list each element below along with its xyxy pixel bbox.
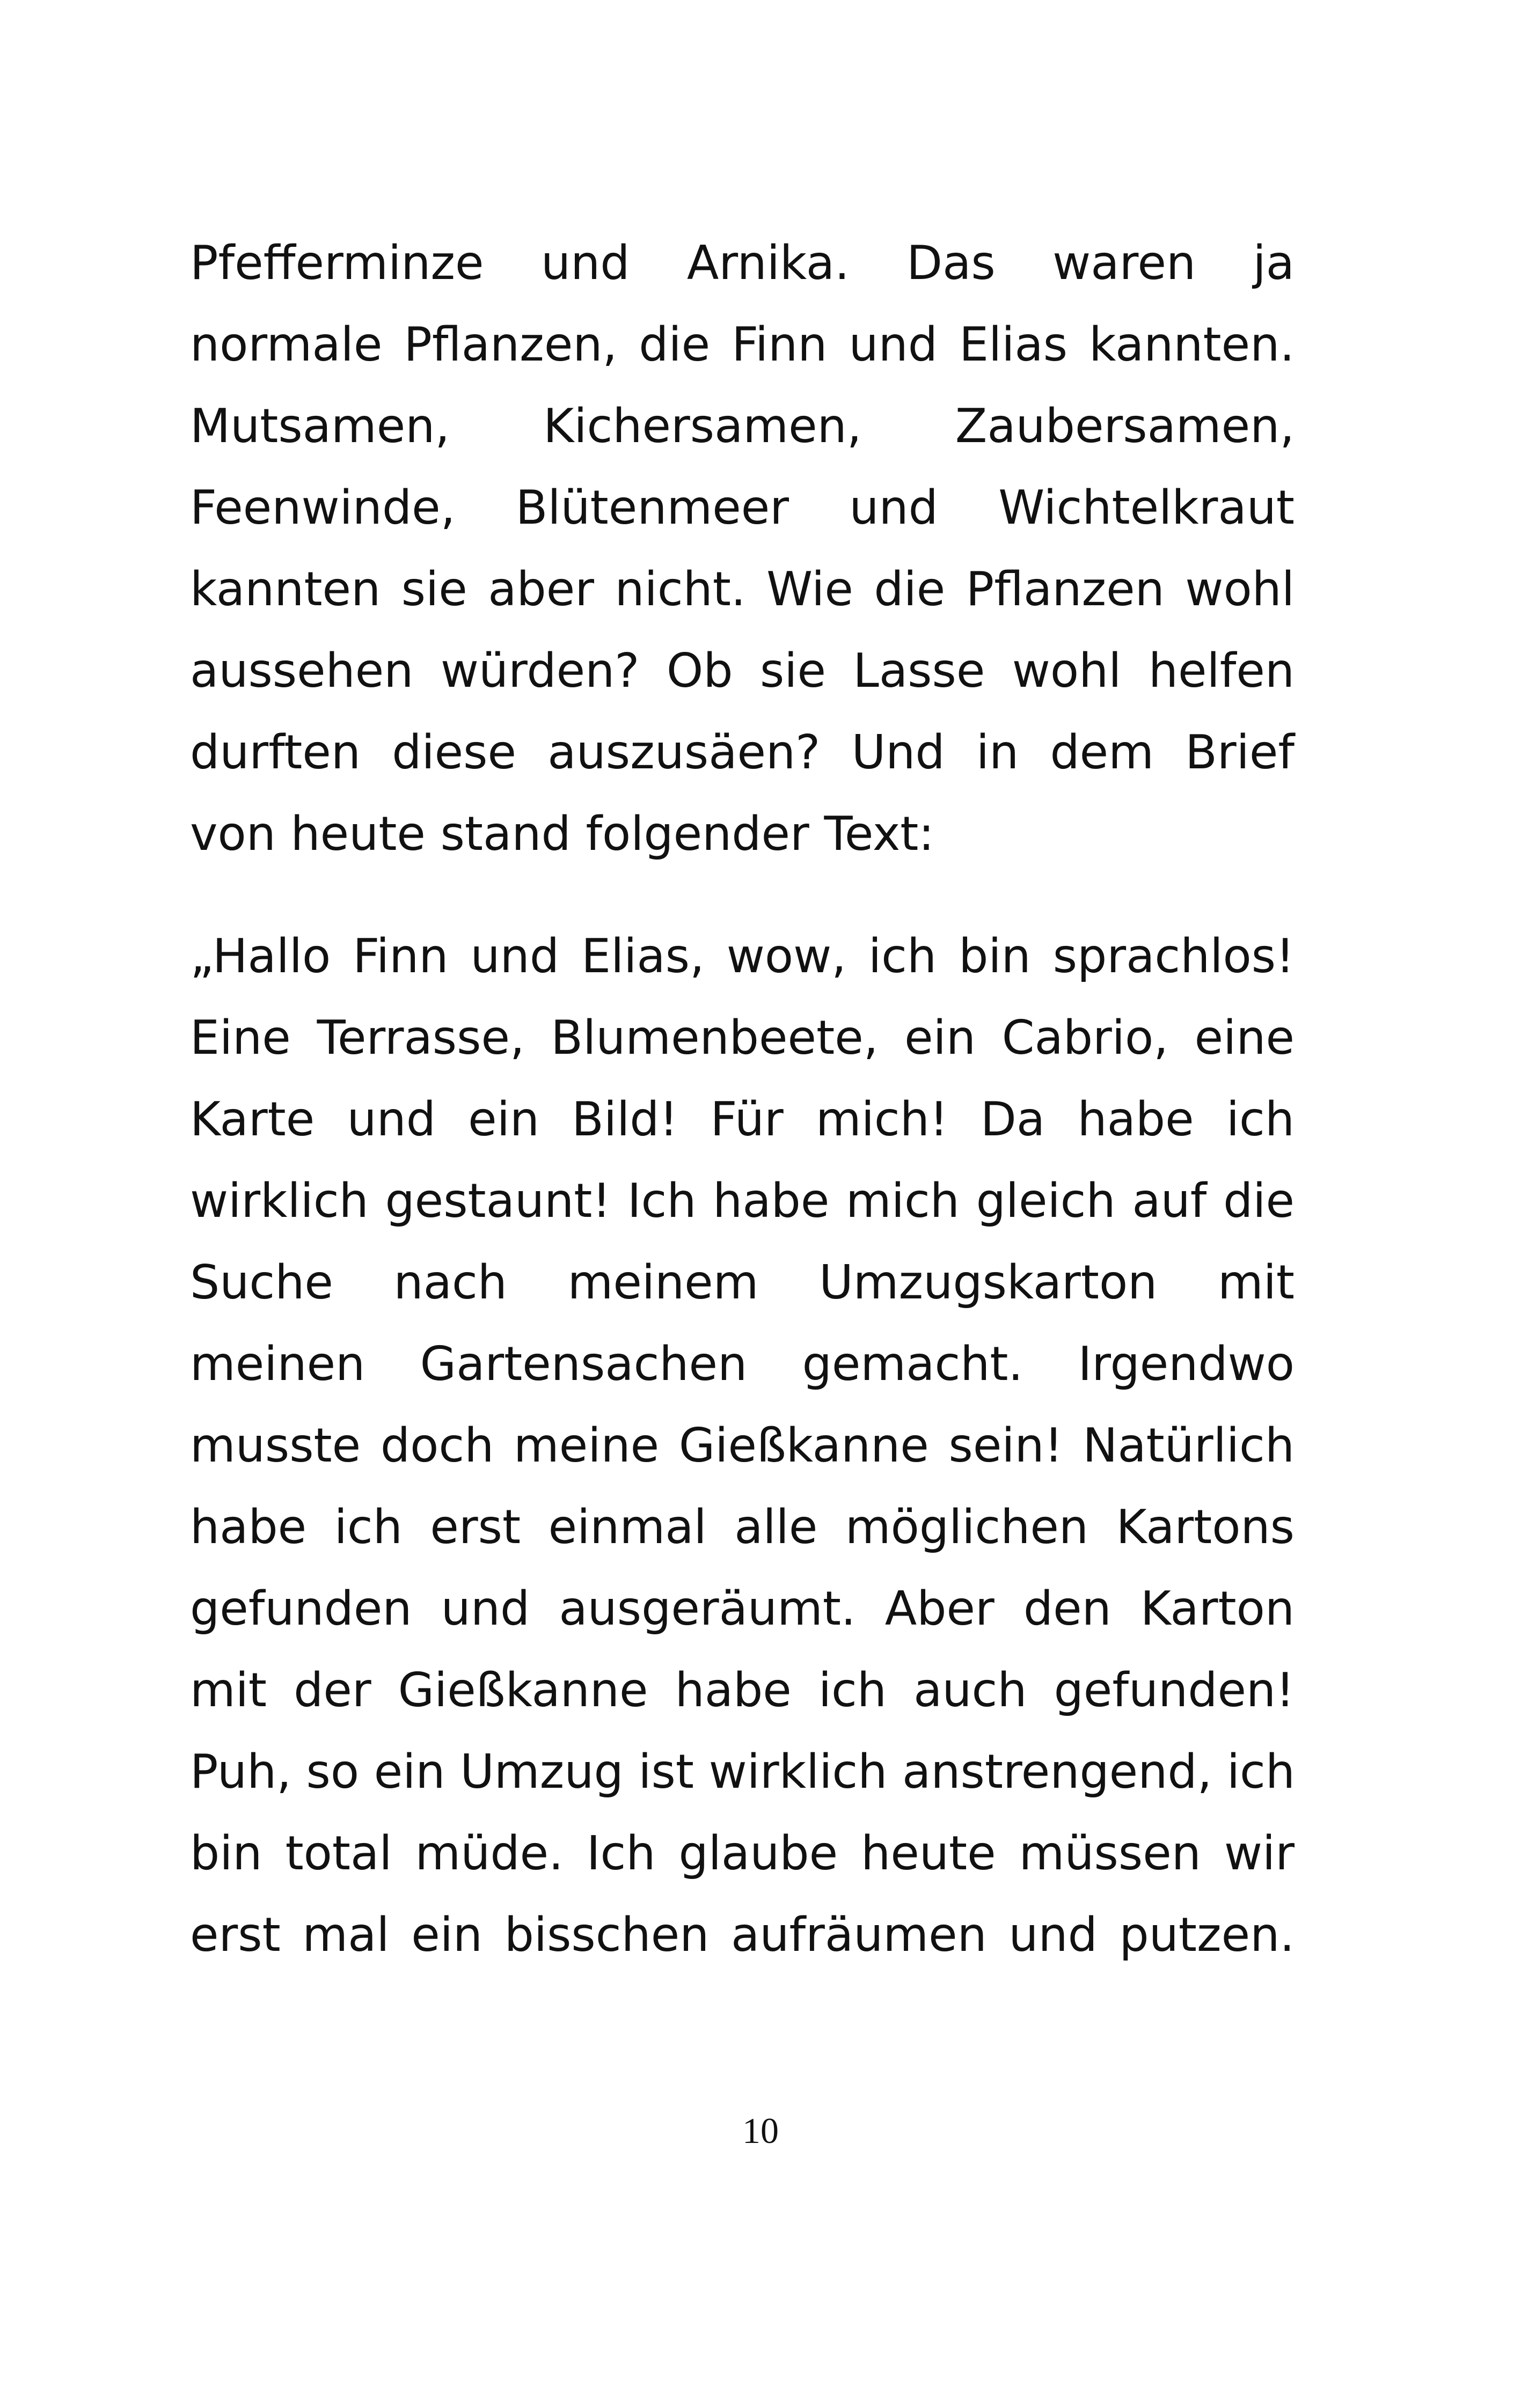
text-line: erst mal ein bisschen aufräumen und putzen. (190, 1907, 1295, 1962)
text-line: Feenwinde, Blütenmeer und Wichtelkraut (190, 480, 1295, 535)
text-line: durften diese auszusäen? Und in dem Brief (190, 725, 1295, 780)
text-line: Pfefferminze und Arnika. Das waren ja (190, 236, 1295, 290)
text-line: Puh, so ein Umzug ist wirklich anstrengend, ich (190, 1744, 1296, 1799)
page-number: 10 (742, 2110, 779, 2151)
paragraph-1 (190, 222, 1295, 875)
text-line: Suche nach meinem Umzugskarton mit (190, 1255, 1295, 1310)
text-line: Mutsamen, Kichersamen, Zaubersamen, (190, 399, 1295, 453)
text-line: wirklich gestaunt! Ich habe mich gleich auf die (190, 1173, 1295, 1228)
text-line: bin total müde. Ich glaube heute müssen wir (190, 1826, 1295, 1881)
text-line: „Hallo Finn und Elias, wow, ich bin sprachlos! (190, 929, 1295, 983)
text-line: mit der Gießkanne habe ich auch gefunden! (190, 1663, 1295, 1717)
text-line: gefunden und ausgeräumt. Aber den Karton (190, 1581, 1295, 1636)
paragraph-2-letter (190, 915, 1295, 1976)
text-line: habe ich erst einmal alle möglichen Kartons (190, 1500, 1295, 1554)
text-line-last: von heute stand folgender Text: (190, 806, 934, 861)
text-line: Karte und ein Bild! Für mich! Da habe ich (190, 1092, 1295, 1147)
text-line: kannten sie aber nicht. Wie die Pflanzen wohl (190, 562, 1295, 616)
text-line: normale Pflanzen, die Finn und Elias kannten. (190, 317, 1295, 372)
text-line: aussehen würden? Ob sie Lasse wohl helfen (190, 643, 1295, 698)
text-line: meinen Gartensachen gemacht. Irgendwo (190, 1337, 1295, 1391)
text-line: musste doch meine Gießkanne sein! Natürlich (190, 1418, 1295, 1473)
text-line: Eine Terrasse, Blumenbeete, ein Cabrio, eine (190, 1010, 1295, 1065)
